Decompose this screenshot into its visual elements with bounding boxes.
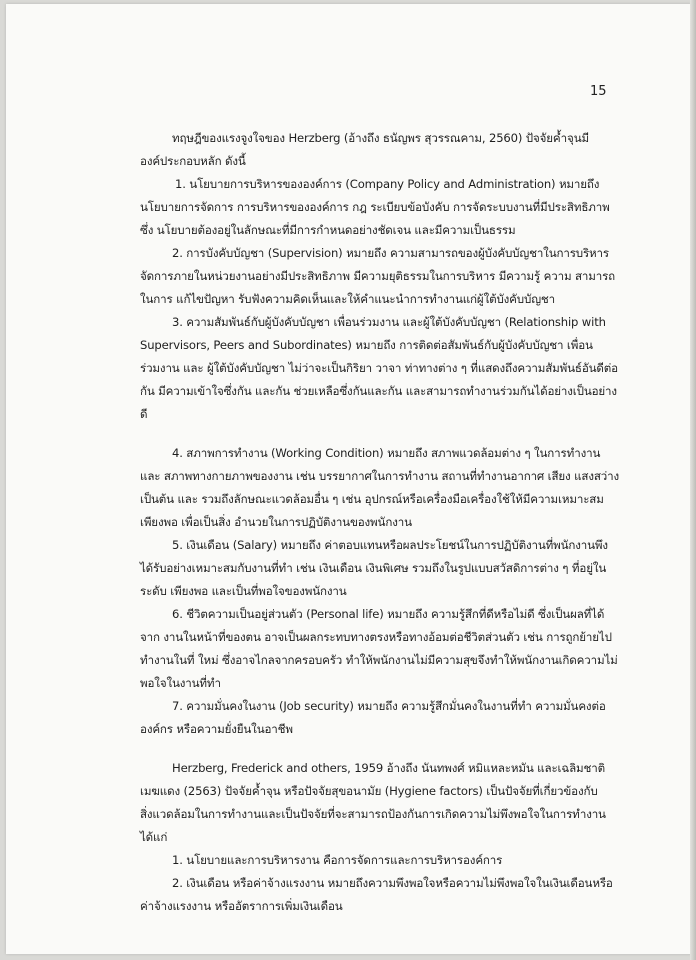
paragraph-line: Herzberg, Frederick and others, 1959 อ้างถึง นันทพงศ์ หมิแหละหมัน และเฉลิมชาติ [172, 761, 605, 775]
paragraph-line: ทฤษฎีของแรงจูงใจของ Herzberg (อ้างถึง ธนัญพร สุวรรณคาม, 2560) ปัจจัยค้ำจุนมี [172, 131, 589, 145]
paragraph-line: องค์ประกอบหลัก ดังนี้ [140, 154, 246, 168]
paragraph-line: ค่าจ้างแรงงาน หรืออัตราการเพิ่มเงินเดือน [140, 899, 343, 913]
paragraph-line: เป็นต้น และ รวมถึงลักษณะแวดล้อมอื่น ๆ เช่น อุปกรณ์หรือเครื่องมือเครื่องใช้ให้มีความเหมาะสม [140, 492, 604, 506]
paragraph-line: ร่วมงาน และ ผู้ใต้บังคับบัญชา ไม่ว่าจะเป็นกิริยา วาจา ท่าทางต่าง ๆ ที่แสดงถึงความสัมพันธ์อันดีต่อ [140, 361, 618, 375]
paragraph-line: 6. ชีวิตความเป็นอยู่ส่วนตัว (Personal life) หมายถึง ความรู้สึกที่ดีหรือไม่ดี ซึ่งเป็นผลที่ได้ [172, 607, 605, 621]
paragraph-line: 1. นโยบายการบริหารขององค์การ (Company Policy and Administration) หมายถึง [175, 177, 600, 191]
paragraph-line: สิ่งแวดล้อมในการทำงานและเป็นปัจจัยที่จะสามารถป้องกันการเกิดความไม่พึงพอใจในการทำงาน [140, 807, 606, 821]
paragraph-line: 2. การบังคับบัญชา (Supervision) หมายถึง ความสามารถของผู้บังคับบัญชาในการบริหาร [172, 246, 609, 260]
paragraph-line: เพียงพอ เพื่อเป็นสิ่ง อำนวยในการปฏิบัติงานของพนักงาน [140, 515, 412, 529]
paragraph-line: ซึ่ง นโยบายต้องอยู่ในลักษณะที่มีการกำหนดอย่างชัดเจน และมีความเป็นธรรม [140, 223, 516, 237]
paragraph-line: ในการ แก้ไขปัญหา รับฟังความคิดเห็นและให้คำแนะนำการทำงานแก่ผู้ใต้บังคับบัญชา [140, 292, 556, 306]
paragraph-line: ทำงานในที่ ใหม่ ซึ่งอาจไกลจากครอบครัว ทำให้พนักงานไม่มีความสุขจึงทำให้พนักงานเกิดความไม่ [140, 653, 618, 667]
paragraph-line: กัน มีความเข้าใจซึ่งกัน และกัน ช่วยเหลือซึ่งกันและกัน และสามารถทำงานร่วมกันได้อย่างเป็นอย่าง [140, 384, 617, 398]
paragraph-line: พอใจในงานที่ทำ [140, 676, 221, 690]
paragraph-line: ดี [140, 407, 148, 421]
paragraph-line: 4. สภาพการทำงาน (Working Condition) หมายถึง สภาพแวดล้อมต่าง ๆ ในการทำงาน [172, 446, 601, 460]
paragraph-line: จัดการภายในหน่วยงานอย่างมีประสิทธิภาพ มีความยุติธรรมในการบริหาร มีความรู้ ความ สามารถ [140, 269, 616, 283]
paragraph-line: จาก งานในหน้าที่ของตน อาจเป็นผลกระทบทางตรงหรือทางอ้อมต่อชีวิตส่วนตัว เช่น การถูกย้ายไป [140, 630, 612, 644]
paragraph-line: องค์กร หรือความยั่งยืนในอาชีพ [140, 722, 293, 736]
paragraph-line: และ สภาพทางกายภาพของงาน เช่น บรรยากาศในการทำงาน สถานที่ทำงานอากาศ เสียง แสงสว่าง [140, 469, 620, 483]
paragraph-line: Supervisors, Peers and Subordinates) หมายถึง การติดต่อสัมพันธ์กับผู้บังคับบัญชา เพื่อน [140, 338, 593, 352]
paragraph-line: นโยบายการจัดการ การบริหารขององค์การ กฎ ระเบียบข้อบังคับ การจัดระบบงานที่มีประสิทธิภาพ [140, 200, 610, 214]
page-number: 15 [590, 84, 607, 99]
paragraph-line: ระดับ เพียงพอ และเป็นที่พอใจของพนักงาน [140, 584, 347, 598]
paragraph-line: 3. ความสัมพันธ์กับผู้บังคับบัญชา เพื่อนร่วมงาน และผู้ใต้บังคับบัญชา (Relationship with [172, 315, 606, 329]
paragraph-line: ได้แก่ [140, 830, 168, 844]
paragraph-line: ได้รับอย่างเหมาะสมกับงานที่ทำ เช่น เงินเดือน เงินพิเศษ รวมถึงในรูปแบบสวัสดิการต่าง ๆ ที่อยู่ใน [140, 561, 607, 575]
list-item: 2. เงินเดือน หรือค่าจ้างแรงงาน หมายถึงความพึงพอใจหรือความไม่พึงพอใจในเงินเดือนหรือ [172, 876, 613, 890]
list-item: 1. นโยบายและการบริหารงาน คือการจัดการและการบริหารองค์การ [172, 853, 503, 867]
paragraph-line: 7. ความมั่นคงในงาน (Job security) หมายถึง ความรู้สึกมั่นคงในงานที่ทำ ความมั่นคงต่อ [172, 699, 606, 713]
page-edge-shadow [690, 0, 696, 960]
paragraph-line: 5. เงินเดือน (Salary) หมายถึง ค่าตอบแทนหรือผลประโยชน์ในการปฏิบัติงานที่พนักงานพึง [172, 538, 608, 552]
paragraph-line: เมฆแดง (2563) ปัจจัยค้ำจุน หรือปัจจัยสุขอนามัย (Hygiene factors) เป็นปัจจัยที่เกี่ยวข้องกับ [140, 784, 598, 798]
